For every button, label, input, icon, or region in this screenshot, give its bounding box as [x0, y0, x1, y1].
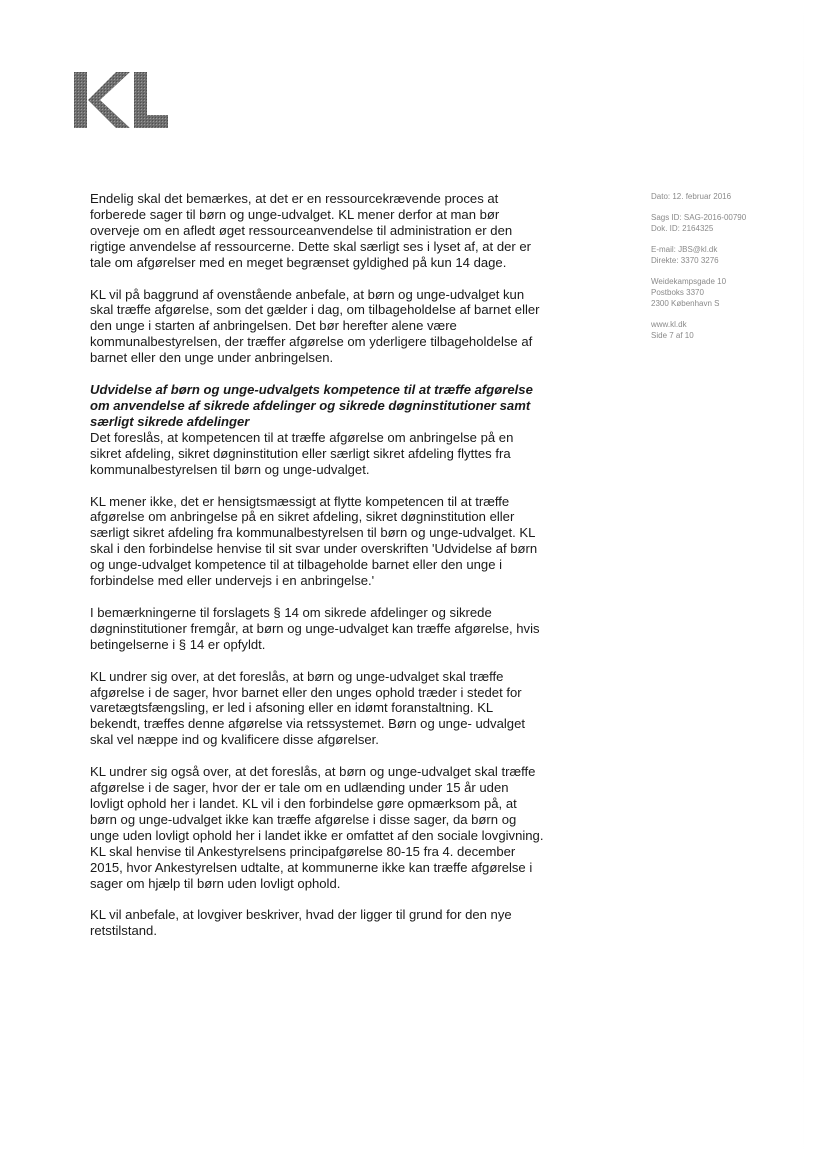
case-id-row — [651, 212, 801, 223]
website: www.kl.dk — [651, 320, 687, 329]
paragraph-recommendation: KL vil på baggrund af ovenstående anbefale, at børn og unge-udvalget kun skal træffe afgørelse, som det gælder i dag, om tilbageholdelse af barnet eller den unge i starten af anbringelsen. Det bør herefter alene være kommunalbestyrelsen, der træffer afgørelse om yderligere tilbageholdelse af barnet eller den unge under anbringelsen. — [90, 286, 540, 366]
email-value: JBS@kl.dk — [678, 245, 718, 254]
kl-logo — [72, 70, 172, 132]
letter-body — [90, 191, 545, 955]
email-label: E-mail: — [651, 245, 676, 254]
doc-id-label: Dok. ID: — [651, 224, 680, 233]
date-row — [651, 191, 801, 202]
email-row — [651, 244, 801, 255]
paragraph-foreigners-concern: KL undrer sig også over, at det foreslås, at børn og unge-udvalget skal træffe afgørelse i de sager, hvor der er tale om en udlænding under 15 år uden lovligt ophold her i landet. KL vil i den forbindelse gøre opmærksom på, at børn og unge-udvalget ikke kan træffe afgørelse i disse sager, da børn og unge uden lovligt ophold her i landet ikke er omfattet af den sociale lovgivning. KL skal henvise til Ankestyrelsens principafgørelse 80-15 fra 4. december 2015, hvor Ankestyrelsen udtalte, at kommunerne ikke kan træffe afgørelse i sager om hjælp til børn uden lovligt ophold. — [90, 764, 544, 891]
paragraph-final-recommendation: KL vil anbefale, at lovgiver beskriver, hvad der ligger til grund for den nye retstilstand. — [90, 907, 512, 939]
section-heading: Udvidelse af børn og unge-udvalgets kompetence til at træffe afgørelse om anvendelse af sikrede afdelinger og sikrede døgninstitutioner samt særligt sikrede afdelinger — [90, 382, 533, 429]
address-line: 2300 København S — [651, 299, 720, 308]
case-id-label: Sags ID: — [651, 213, 682, 222]
date-label: Dato: — [651, 192, 671, 201]
paragraph-remarks-section-14: I bemærkningerne til forslagets § 14 om sikrede afdelinger og sikrede døgninstitutioner fremgår, at børn og unge-udvalget kan træffe afgørelse, hvis betingelserne i § 14 er opfyldt. — [90, 604, 540, 652]
doc-id-row — [651, 223, 801, 234]
paragraph-kl-opinion: KL mener ikke, det er hensigtsmæssigt at flytte kompetencen til at træffe afgørelse om anbringelse på en sikret afdeling, sikret døgninstitution eller særligt sikret afdeling fra kommunalbestyrelsen til børn og unge-udvalget. KL skal i den forbindelse henvise til sit svar under overskriften 'Udvidelse af børn og unge-udvalget kompetence til at tilbageholde barnet eller den unge i forbindelse med eller undervejs i en anbringelse.' — [90, 493, 538, 589]
sidebar-metadata — [651, 191, 801, 341]
direct-phone-label: Direkte: — [651, 256, 679, 265]
address-line: Postboks 3370 — [651, 288, 704, 297]
case-id-value: SAG-2016-00790 — [683, 213, 747, 222]
scan-edge-line — [803, 0, 804, 1169]
doc-id-value: 2164325 — [682, 224, 714, 233]
address-line: Weidekampsgade 10 — [651, 277, 727, 286]
paragraph-proposal: Det foreslås, at kompetencen til at træffe afgørelse om anbringelse på en sikret afdeling, sikret døgninstitution eller særligt sikret afdeling flyttes fra kommunalbestyrelsen til børn og unge-udvalget. — [90, 429, 514, 477]
paragraph-resource-concern: Endelig skal det bemærkes, at det er en ressourcekrævende proces at forberede sager til børn og unge-udvalget. KL mener derfor at man bør overveje om en afledt øget ressourceanvendelse til administration er den rigtige anvendelse af ressourcerne. Dette skal særligt ses i lyset af, at der er tale om afgørelser med en meget begrænset gyldighed på kun 14 dage. — [90, 191, 532, 270]
page-number: Side 7 af 10 — [651, 331, 694, 340]
paragraph-custody-concern: KL undrer sig over, at det foreslås, at børn og unge-udvalget skal træffe afgørelse i de sager, hvor barnet eller den unges ophold træder i stedet for varetægtsfængsling, er led i afsoning eller en idømt foranstaltning. KL bekendt, træffes denne afgørelse via retssystemet. Børn og unge- udvalget skal vel næppe ind og kvalificere disse afgørelser. — [90, 668, 525, 748]
direct-phone-value: 3370 3276 — [680, 256, 719, 265]
date-value: 12. februar 2016 — [672, 192, 732, 201]
direct-phone-row — [651, 255, 801, 266]
